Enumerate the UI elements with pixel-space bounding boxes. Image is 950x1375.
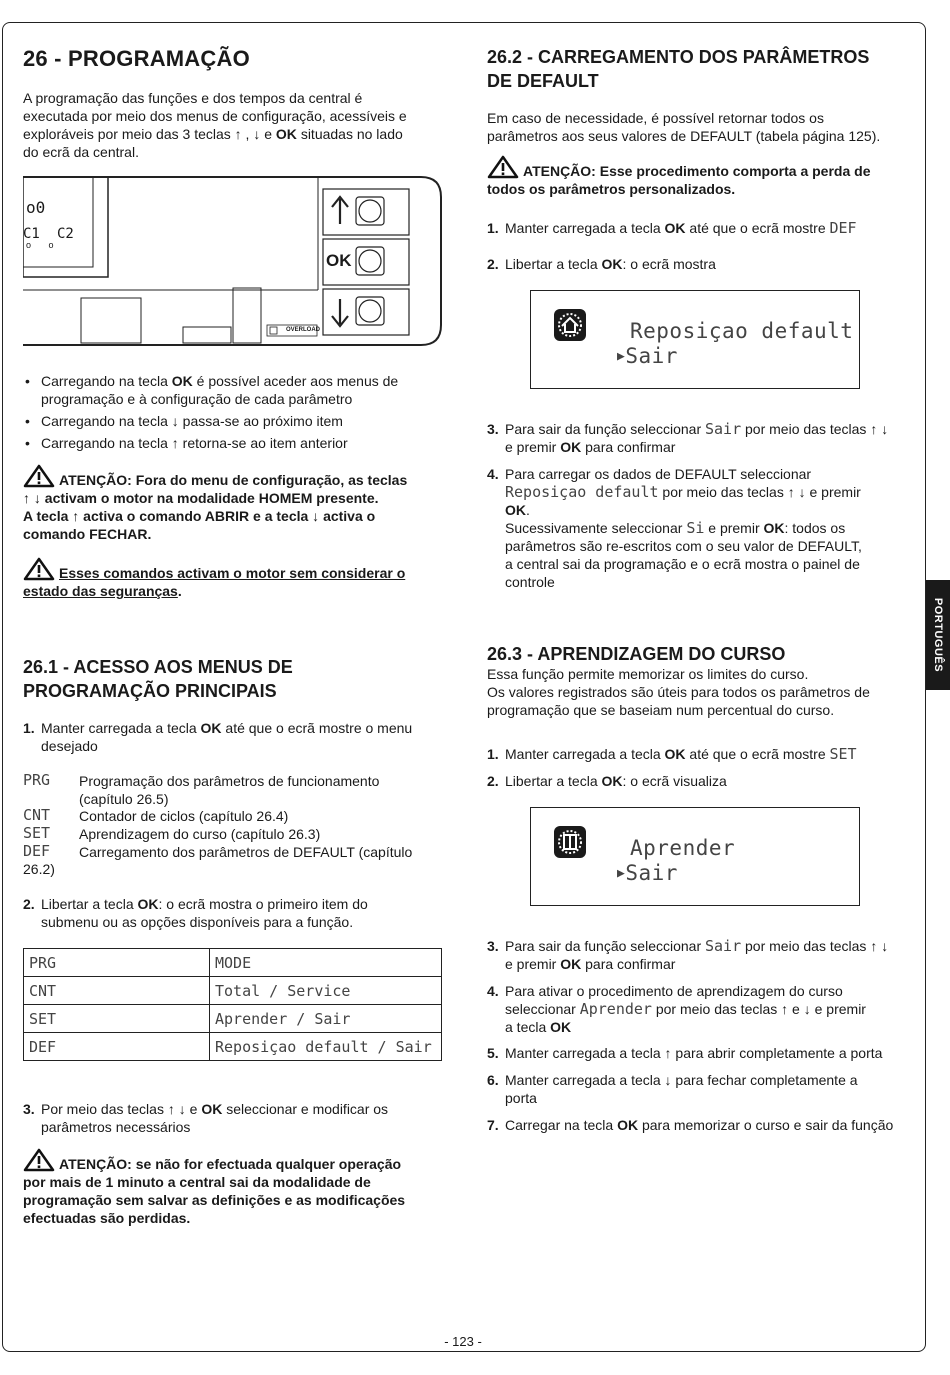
warning-safety: Esses comandos activam o motor sem considerar o estado das seguranças.	[23, 557, 443, 600]
code-cnt-desc: Contador de ciclos (capítulo 26.4)	[79, 808, 289, 824]
intro-line-1: A programação das funções e dos tempos da central é	[23, 90, 363, 106]
step-261-3: 3. Por meio das teclas ↑ ↓ e OK seleccionar e modificar os parâmetros necessários	[23, 1101, 389, 1135]
step-263-4: 4. Para ativar o procedimento de aprendizagem do curso seleccionar Aprender por meio das teclas ↑ e ↓ e premir a tecla OK	[487, 983, 866, 1035]
page-number: - 123 -	[444, 1334, 482, 1349]
table-cell-menu: CNT	[24, 977, 210, 1005]
list-item: • Carregando na tecla ↓ passa-se ao próximo item	[23, 412, 443, 430]
board-label-c1: C1	[23, 226, 40, 242]
intro-line-4: do ecrã da central.	[23, 144, 139, 160]
step-263-6: 6. Manter carregada a tecla ↓ para fechar completamente a porta	[487, 1072, 858, 1106]
list-item: • Carregando na tecla ↑ retorna-se ao item anterior	[23, 434, 443, 452]
code-def: DEF	[23, 842, 51, 860]
code-set: SET	[23, 824, 51, 842]
intro-262: Em caso de necessidade, é possível retornar todos os parâmetros aos seus valores de DEFAULT (tabela página 125).	[487, 110, 881, 144]
intro-line-2: executada por meio dos menus de configuração, acessíveis e	[23, 108, 407, 124]
section-title-26-3: 26.3 - APRENDIZAGEM DO CURSO	[487, 644, 786, 664]
intro-paragraph	[23, 89, 443, 161]
table-cell-menu: PRG	[24, 949, 210, 977]
code-prg-desc: Programação dos parâmetros de funcionamento (capítulo 26.5)	[79, 773, 380, 807]
overload-label: OVERLOAD	[286, 327, 321, 333]
table-cell-options: Aprender / Sair	[210, 1005, 442, 1033]
table-cell-options: Total / Service	[210, 977, 442, 1005]
warning-icon	[23, 464, 55, 488]
ok-button-label: OK	[326, 251, 352, 270]
step-263-3: 3. Para sair da função seleccionar Sair por meio das teclas ↑ ↓ e premir OK para confirmar	[487, 937, 889, 972]
submenu-table	[23, 948, 442, 1061]
lcd-screen-learn	[530, 807, 860, 906]
selection-cursor-icon: ▶	[617, 866, 626, 881]
table-cell-menu: DEF	[24, 1033, 210, 1061]
table-row	[24, 1033, 442, 1061]
step-261-1: 1. Manter carregada a tecla OK até que o ecrã mostre o menu desejado	[23, 720, 413, 754]
table-cell-options: Reposiçao default / Sair	[210, 1033, 442, 1061]
table-cell-menu: SET	[24, 1005, 210, 1033]
lcd-line-2: ▶Sair	[617, 344, 678, 368]
lcd-screen-default	[530, 290, 860, 389]
warning-manual-mode: ATENÇÃO: Fora do menu de configuração, as teclas ↑ ↓ activam o motor na modalidade HOMEM presente. A tecla ↑ activa o comando ABRIR e a tecla ↓ activa o comando FECHAR.	[23, 464, 443, 543]
step-263-7: 7. Carregar na tecla OK para memorizar o curso e sair da função	[487, 1117, 894, 1133]
section-title-26-2: 26.2 - CARREGAMENTO DOS PARÂMETROS DE DEFAULT	[487, 47, 870, 91]
code-set-desc: Aprendizagem do curso (capítulo 26.3)	[79, 826, 321, 842]
board-display-top: o0	[26, 198, 46, 217]
intro-263: Essa função permite memorizar os limites do curso. Os valores registrados são úteis para todos os parâmetros de programação que se baseiam num percentual do curso.	[487, 666, 870, 718]
control-board-diagram	[23, 175, 443, 347]
intro-line-3: exploráveis por meio das 3 teclas ↑ , ↓ e OK situadas no lado	[23, 126, 403, 142]
code-def-desc-cont: 26.2)	[23, 861, 55, 877]
step-263-2: 2. Libertar a tecla OK: o ecrã visualiza	[487, 773, 727, 789]
board-label-c2: C2	[57, 226, 74, 242]
board-led-marks: o o	[26, 240, 54, 250]
menu-code-list	[23, 771, 443, 881]
stroke-learn-icon	[553, 825, 587, 859]
table-row	[24, 977, 442, 1005]
default-reset-icon	[553, 308, 587, 342]
code-def-desc: Carregamento dos parâmetros de DEFAULT (capítulo	[79, 844, 413, 860]
selection-cursor-icon: ▶	[617, 349, 626, 364]
step-263-1: 1. Manter carregada a tecla OK até que o ecrã mostre SET	[487, 745, 857, 763]
warning-icon	[23, 1148, 55, 1172]
warning-icon	[23, 557, 55, 581]
lcd-line-1: Reposiçao default	[630, 319, 854, 343]
table-row	[24, 1005, 442, 1033]
step-262-2: 2. Libertar a tecla OK: o ecrã mostra	[487, 256, 716, 272]
warning-timeout: ATENÇÃO: se não for efectuada qualquer operação por mais de 1 minuto a central sai da modalidade de programação sem salvar as definições e as modificações efectuadas são perdidas.	[23, 1148, 443, 1227]
step-262-1: 1. Manter carregada a tecla OK até que o ecrã mostre DEF	[487, 219, 857, 237]
code-prg: PRG	[23, 771, 51, 789]
lcd-line-1: Aprender	[630, 836, 736, 860]
warning-icon	[487, 155, 519, 179]
warning-default-loss: ATENÇÃO: Esse procedimento comporta a perda de todos os parâmetros personalizados.	[487, 155, 907, 198]
step-263-5: 5. Manter carregada a tecla ↑ para abrir completamente a porta	[487, 1045, 883, 1061]
table-row	[24, 949, 442, 977]
lcd-line-2: ▶Sair	[617, 861, 678, 885]
section-title-26-1: 26.1 - ACESSO AOS MENUS DE PROGRAMAÇÃO PRINCIPAIS	[23, 657, 293, 701]
step-261-2: 2. Libertar a tecla OK: o ecrã mostra o primeiro item do submenu ou as opções disponíveis para a função.	[23, 896, 368, 930]
key-usage-list	[23, 372, 443, 456]
section-title-26: 26 - PROGRAMAÇÃO	[23, 46, 250, 71]
table-cell-options: MODE	[210, 949, 442, 977]
language-tab: PORTUGUÊS	[926, 580, 950, 690]
list-item: • Carregando na tecla OK é possível aceder aos menus de programação e à configuração de cada parâmetro	[23, 372, 443, 408]
code-cnt: CNT	[23, 806, 51, 824]
step-262-4: 4. Para carregar os dados de DEFAULT seleccionar Reposiçao default por meio das teclas ↑ ↓ e premir OK. Sucessivamente seleccionar Si e premir OK: todos os parâmetros são re-escritos com o seu valor de DEFAULT, a central sai da programação e o ecrã mostra o painel de controle	[487, 466, 862, 590]
step-262-3: 3. Para sair da função seleccionar Sair por meio das teclas ↑ ↓ e premir OK para confirmar	[487, 420, 889, 455]
